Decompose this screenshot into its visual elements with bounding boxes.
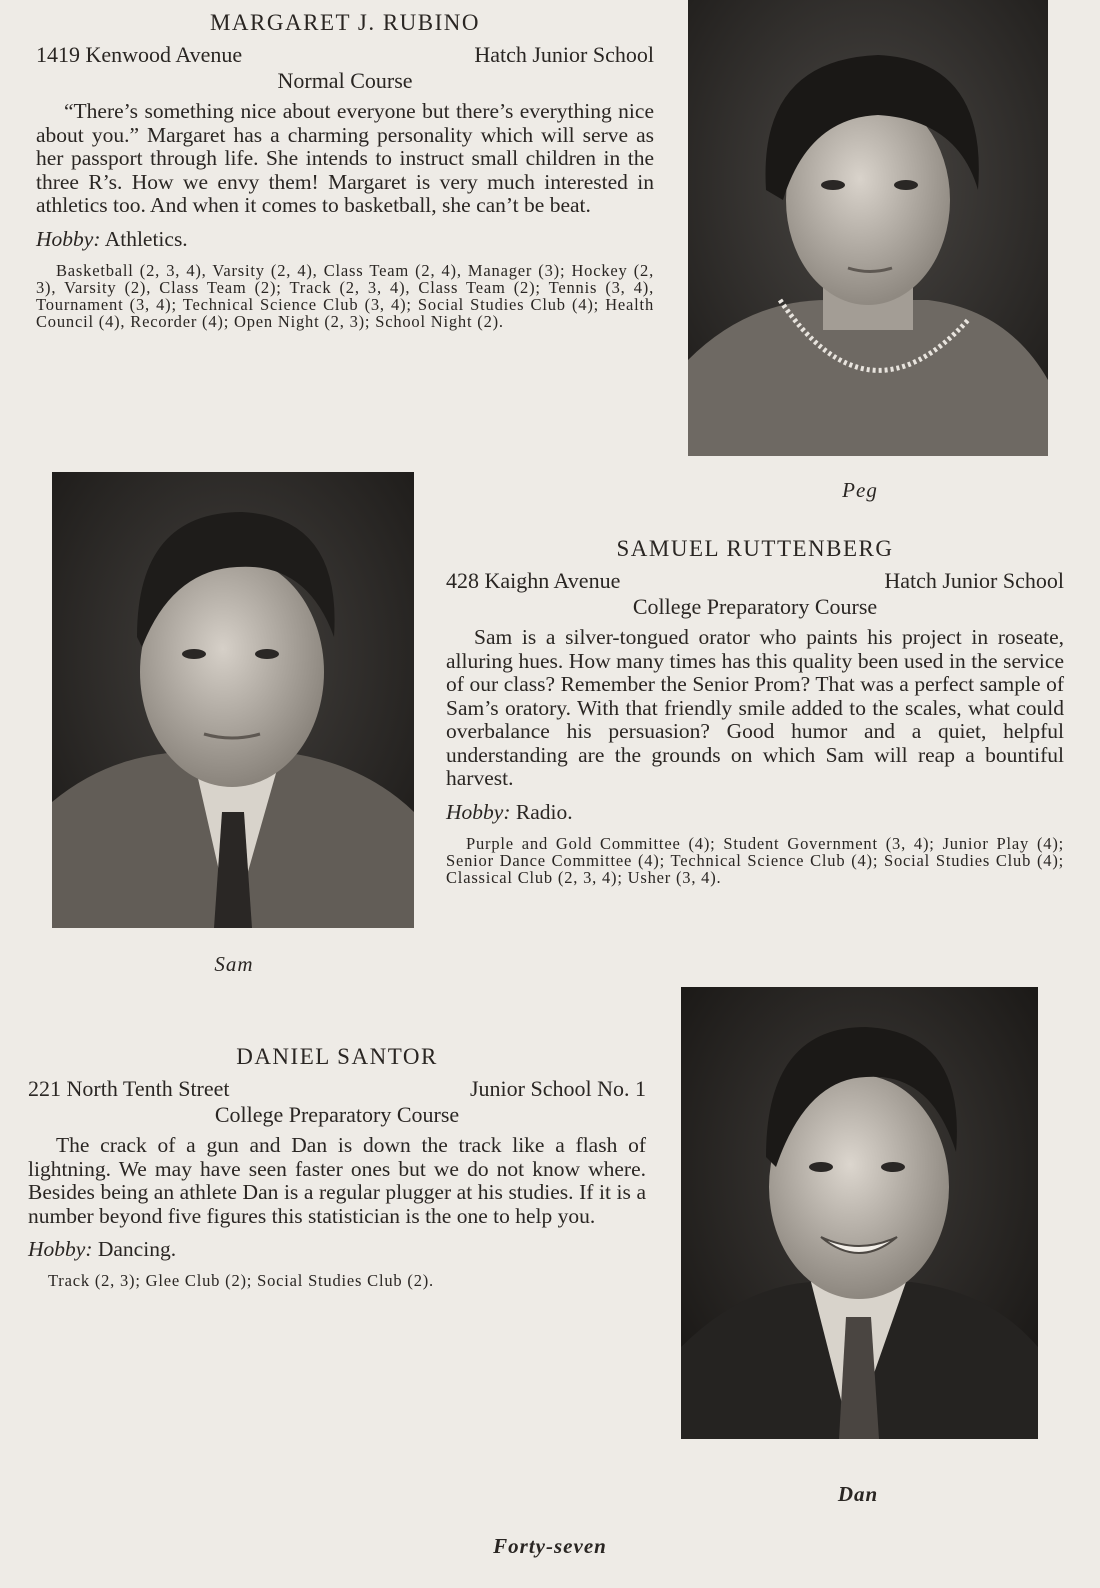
hobby-label: Hobby:: [446, 799, 511, 824]
junior-school: Hatch Junior School: [884, 568, 1064, 593]
hobby-value: Dancing.: [97, 1237, 177, 1261]
activities-list: Basketball (2, 3, 4), Varsity (2, 4), Class Team (2, 4), Manager (3); Hockey (2, 3), Varsity (2), Class Team (2); Track (2, 3, 4), Class Team (2); Tennis (3, 4), Tournament (3, 4); Technical Science Club (3, 4); Social Studies Club (4); Health Council (4), Recorder (4); Open Night (2, 3); School Night (2).: [36, 260, 654, 331]
entry-margaret-rubino: [36, 10, 654, 330]
portrait-photo-daniel: [681, 987, 1038, 1439]
address-line: [446, 568, 1064, 594]
hobby-line: [36, 226, 654, 252]
address-line: [36, 42, 654, 68]
hobby-value: Radio.: [515, 799, 573, 824]
course: Normal Course: [277, 68, 413, 93]
junior-school: Junior School No. 1: [470, 1076, 646, 1101]
nickname-caption: Peg: [842, 478, 878, 502]
entry-daniel-santor: [28, 1044, 646, 1289]
student-name: DANIEL SANTOR: [236, 1044, 438, 1069]
activities-list: Track (2, 3); Glee Club (2); Social Studies Club (2).: [48, 1271, 434, 1290]
student-name: MARGARET J. RUBINO: [209, 10, 481, 35]
hobby-line: [28, 1236, 646, 1262]
hobby-label: Hobby:: [36, 226, 101, 251]
student-address: 1419 Kenwood Avenue: [36, 42, 243, 67]
student-address: 221 North Tenth Street: [28, 1076, 230, 1101]
nickname-caption: Dan: [837, 1482, 879, 1506]
hobby-value: Athletics.: [104, 226, 188, 251]
course: College Preparatory Course: [632, 594, 878, 619]
student-address: 428 Kaighn Avenue: [446, 568, 621, 593]
student-name: SAMUEL RUTTENBERG: [616, 536, 894, 561]
entry-samuel-ruttenberg: [446, 536, 1064, 886]
address-line: [28, 1076, 646, 1102]
junior-school: Hatch Junior School: [474, 42, 654, 67]
portrait-photo-margaret: [688, 0, 1048, 456]
nickname-caption: Sam: [214, 952, 254, 976]
hobby-line: [446, 799, 1064, 825]
activities-list: Purple and Gold Committee (4); Student Government (3, 4); Junior Play (4); Senior Dance Committee (4); Technical Science Club (4); Social Studies Club (4); Classical Club (2, 3, 4); Usher (3, 4).: [446, 833, 1064, 887]
hobby-label: Hobby:: [28, 1237, 93, 1261]
biography: Sam is a silver-tongued orator who paints his project in roseate, alluring hues. How many times has this quality been used in the service of our class? Remember the Senior Prom? That was a perfect sample of Sam’s oratory. With that friendly smile added to the scales, what could overbalance his persuasion? Good humor and a quiet, helpful understanding are the grounds on which Sam will reap a bountiful harvest.: [446, 625, 1064, 790]
page-number: Forty-seven: [493, 1534, 607, 1558]
biography: “There’s something nice about everyone but there’s everything nice about you.” Margaret has a charming personality which will serve as her passport through life. She intends to instruct small children in the three R’s. How we envy them! Margaret is very much interested in athletics too. And when it comes to basketball, she can’t be beat.: [36, 99, 654, 217]
portrait-photo-samuel: [52, 472, 414, 928]
course: College Preparatory Course: [214, 1102, 460, 1127]
biography: The crack of a gun and Dan is down the track like a flash of lightning. We may have seen faster ones but we do not know where. Besides being an athlete Dan is a regular plugger at his studies. If it is a number beyond five figures this statistician is the one to help you.: [28, 1133, 646, 1228]
